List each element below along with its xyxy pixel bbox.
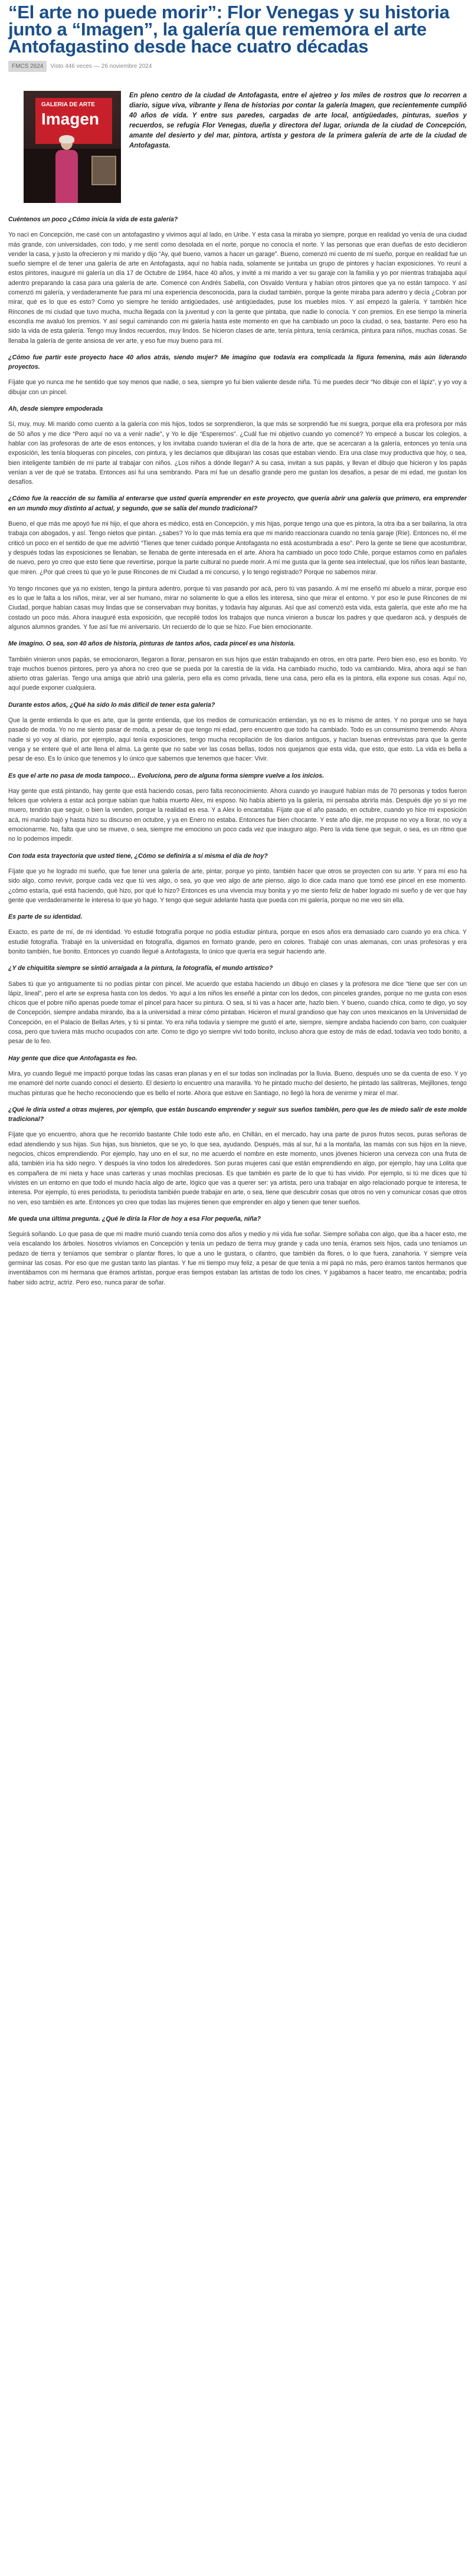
category-tag[interactable]: FMCS 2624 [8, 61, 47, 72]
question-paragraph: Cuéntenos un poco ¿Cómo inicia la vida de esta galería? [8, 216, 178, 223]
question-paragraph: ¿Cómo fue la reacción de su familia al enterarse que usted quería emprender en este proyecto, que quería abrir una galería que primero, era emprender en un mundo muy distinto al actual, y segundo, que se salía del mundo tradicional? [8, 495, 467, 512]
gallery-sign-line2: Imagen [41, 110, 100, 128]
question-paragraph: Con toda esta trayectoria que usted tiene, ¿Cómo se definiría a sí misma el día de hoy? [8, 852, 268, 860]
answer-paragraph: Hay gente que está pintando, hay gente que está haciendo cosas, pero falta reconocimiento. Ahora cuando yo inauguré habían más de 70 personas y todos fueron felices que volviera a estar acá porque sabían que había muerto Alex, mi esposo. No había abierto ya la galería, mi pensaba abrirla más. Después dije yo si yo me muero, tendrán que seguir, o bien la venden, porque la realidad es esa. Y a Alex lo encantaba. Fíjate que el año pasado, en octubre, cuando yo hice mi exposición acá, mi marido bajó y hasta hizo su discurso en octubre, y ya en Enero no estaba. Entonces fue bien chocante. Y este año dije, me propuse no voy a llorar, no voy a emocionarme. No, falta que uno se mueve, o sea, siempre me emociono un poco cada vez que inauguro algo. Pero la vida tiene que seguir, o sea, es un ritmo que no lo podemos impedir. [8, 787, 467, 843]
answer-paragraph: Fíjate que yo encuentro, ahora que he recorrido bastante Chile todo este año, en Chillán, en el mercado, hay una parte de puros frutos secos, puras señoras de edad atendiendo y sus hijas. Sus hijas, sus bisnietos, que se yo, lo que sea, ayudando. Después, más al sur, fui a la montaña, las mamás con sus hijos en la nieve, negocios, chicos emprendiendo. Por ejemplo, hay uno en el sur, no me acuerdo el nombre en este momento, unos jóvenes hicieron una cerveza con una fruta de allá, también iría ha sido negro. Y después la vino todos los alrededores. Son puras mujeres casi que están emprendiendo en algo, por ejemplo, hay una Lolita que es compañera de mi nieta y hace unas carteras y unas mochilas preciosas. Es que también es parte de lo que tú has vivido. Por ejemplo, si tú me dices que tú vivistes en un entorno en que todo el mundo hacía algo de arte, lógico que vas a querer ser: ya artista, pero una trabajar en algo relacionado porque te interesa, te interesa. Por ejemplo, tú eres periodista, tu periodista también puede trabajar en arte, o sea, tiene que descubrir cosas que otros no ven y comunicar cosas que otros no ven, eso también es arte. Entonces yo creo que todas las mujeres tienen que emprender en algo y tienen que tener sueños. [8, 1131, 467, 1206]
article-body [8, 215, 467, 1287]
publish-date: 26 noviembre 2024 [101, 63, 152, 70]
question-paragraph: Me imagino. O sea, son 40 años de historia, pinturas de tantos años, cada pincel es una historia. [8, 640, 296, 648]
question-paragraph: Hay gente que dice que Antofagasta es feo. [8, 1054, 137, 1062]
view-count: Visto 446 veces [50, 63, 92, 70]
question-paragraph: ¿Y de chiquitita siempre se sintió arraigada a la pintura, la fotografía, el mundo artístico? [8, 965, 273, 972]
answer-paragraph: Bueno, el que más me apoyó fue mi hijo, el que ahora es médico, está en Concepción, y mis hijas, porque tengo una que es pintora, la otra iba a ser bailarina, la otra trabaja con abogados, y así. Tengo nietos que pintan. ¿sabes? Yo lo que más temía era que mi marido reaccionara cuando no tenía garaje (Ríe). Entonces no, él me criticó un poco en el sentido de que me advirtió “Tienes que tener cuidado porque Antofagasta no está acostumbrada a eso”. Pero la gente se tiene que acostumbrar, y después todas las exposiciones se llenaban, se llenaba de gente interesada en el arte. Ahora ha cambiado un poco todo Chile, porque estamos como en pañales de nuevo, pero yo creo que esto tiene que revertirse, porque la parte cultural no puede morir. A mí me gusta que la gente sea intelectual, que los niños lean bastante, que miren. ¿Por qué crees tú que yo le puse Rincones de mi Ciudad a mi concurso, y lo tengo registrado? Porque no sabemos mirar. [8, 520, 467, 576]
question-paragraph: Durante estos años, ¿Qué ha sido lo más difícil de tener esta galería? [8, 701, 215, 709]
lead-section [8, 91, 467, 207]
meta-separator: — [93, 63, 100, 70]
gallery-sign-line1: GALERIA DE ARTE [41, 101, 95, 108]
answer-paragraph: Yo nací en Concepción, me casé con un antofagastino y vivimos aquí al lado, en Uribe. Y esta casa la miraba yo siempre, porque en realidad yo venía de una ciudad más grande, con universidades, con todo, y me sentí como desolada en el norte, porque no conocía el norte. Y las personas que eran dueñas de esto decidieron vender la casa, y justo la ofrecieron y mi marido y dijo “Ay, qué bueno, vamos a hacer un garage”. Bueno, comenzó mi cuento de mi sueño, porque en realidad fue un sueño siempre el de tener una galería de arte en Antofagasta, aquí no había nada, solamente se juntaba un grupo de pintores y hacían exposiciones. Yo reuní a estos pintores, inauguré mi galería un día 17 de Octubre de 1984, hace 40 años, y invité a mi marido a ver su garaje con la familia y yo por mientras trabajaba aquí adentro preparando la casa para una galería de arte. Comencé con Andrés Sabella, con Osvaldo Ventura y habían otros pintores que ya no están tampoco. Y así comenzó mi galería, y verdaderamente fue para mí una experiencia desconocida, para la ciudad también, porque la gente miraba para adentro y decía ¿Cobran por mirar, qué es lo que es esto? Como yo siempre he tenido antigüedades, usé antigüedades, puse los muebles míos. Y así empezó la galería. Y también hice Rincones de mi ciudad que tuvo mucha, mucha llegada con la juventud y con la gente que pintaba, que nadie lo conocía. Y con premios. En ese tiempo la minería escondía me avaluó los premios. Y así seguí caminando con mi galería hasta este momento en que ha cambiado un poco la ciudad, o sea, bastante. Pero eso ha sido la vida de esta galería. Tengo muy lindos recuerdos, muy lindos. Se hicieron clases de arte, tenía pintura, tenía cerámica, pintura para niños, muchas cosas. Se llenaba la galería de gente ansiosa de ver arte, y eso fue muy bueno para mí. [8, 231, 467, 345]
question-paragraph: ¿Cómo fue partir este proyecto hace 40 años atrás, siendo mujer? Me imagino que todavía era complicada la figura femenina, más aún liderando proyectos. [8, 353, 467, 371]
answer-paragraph: Fíjate que yo nunca me he sentido que soy menos que nadie, o sea, siempre yo fui bien valiente desde niña. Tú me puedes decir “No dibuje con el lápiz”, y yo voy a dibujar con un pincel. [8, 379, 467, 396]
answer-paragraph: Sabes tú que yo antiguamente tú no podías pintar con pincel. Me acuerdo que estaba haciendo un dibujo en clases y la profesora me dice “tiene que ser con un lápiz, lineal”, pero el arte se expresa hasta con los dedos. Yo aquí a los niños les enseñé a pintar con los dedos, con pinceles grandes, porque no me gusta con esos chicos que el pobre niño apenas puede tomar el pincel para hacer su pintura. O sea, si tú vas a hacer arte, hazlo bien. Y bueno, cuando chica, como te digo, yo soy de Concepción, siempre andaba mirando, iba a la universidad a mirar cómo pintaban. Hicieron el mural grandioso que hay con unos mexicanos en la Universidad de Concepción, en el Palacio de Bellas Artes, y tú si pintar. Yo era niña todavía y siempre me gustó el arte, siempre, siempre andaba haciendo con barro, con cualquier cosa, pero que tuviera más mucho ocupados con arte. Como te digo yo siempre viví todo bonito, incluso ahora que estoy de más de edad, todavía veo todo bonito, a pesar de lo feo. [8, 980, 467, 1046]
answer-paragraph: Exacto, es parte de mí, de mi identidad. Yo estudié fotografía porque no podía estudiar pintura, porque en esos años era demasiado caro cuando yo era chica. Y estudié fotografía. Trabajé en la universidad en fotografía, digamos en formato grande, pero en colores. Trabajé con unas alemanas, con unas profesoras y era bonito también, fue bonito. Entonces yo cuando llegué a Antofagasta, lo único que quería era seguir haciendo arte. [8, 929, 467, 955]
question-paragraph: Es parte de su identidad. [8, 913, 83, 921]
answer-paragraph: También vinieron unos papás, se emocionaron, llegaron a llorar, pensaron en sus hijos que están trabajando en otros, en otra parte. Pero bien eso, eso es bonito. Yo traje muchos buenos pintores, pero ya ahora no creo que se pueda por la carestía de la vida. Ha cambiado mucho, todo va cambiando. Mira, ahora aquí se han abierto otras galerías. Tengo una amiga que abrió una galería, pero ella es como privada, tiene una casa, pero ella es la pintora, ella expone sus cosas. Aquí no, aquí puede exponer cualquiera. [8, 656, 467, 692]
painting-frame [91, 156, 116, 185]
photo-icon [24, 91, 121, 203]
answer-paragraph: Sí, muy, muy. Mi marido como cuento a la galería con mis hijos, todos se sorprendieron, la que más se sorprendió fue mi suegra, porque ella era profesora por más de 50 años y me dice “Pero aquí no va a venir nadie”, y Yo le dije “Esperemos”. ¿Cuál fue mi objetivo cuando yo comencé? Yo empecé a buscar los colegios, a hablar con las profesoras de arte de esos entonces, y los invitaba cuando tuvieran el día de la hora de arte, que se acercaran a la galería, entonces yo tenía una exposición, les tenía bloqueras con pinceles, con pintura, y les decíamos que dibujaran las cosas que estaban viendo. Era una clase muy productiva que hoy, o sea, bien inteligente también de mi parte al trabajar con niños. ¿Los niños a dónde llegan? A su casa, invitan a sus papás, y llevan el dibujo que hicieron y los papás venían a ver de qué se trataba. Entonces así fui una sembrando. Para mí fue un desafío grande pero me gustan los desafíos, a pesar de mi edad, me gustan los desafíos. [8, 421, 467, 486]
page-title: “El arte no puede morir”: Flor Venegas y su historia junto a “Imagen”, la galería que rememora el arte Antofagastino desde hace cuatro décadas [8, 2, 450, 57]
question-paragraph: Ah, desde siempre empoderada [8, 405, 103, 413]
answer-paragraph: Que la gente entienda lo que es arte, que la gente entienda, que los medios de comunicación entiendan, ya no es lo mismo de antes. Y no porque uno se haya pasado de moda. Yo no me siento pasar de moda, a pesar de que tengo mi edad, pero encuentro que todo ha cambiado. Todo es un consumismo tremendo. Ahora nadie si yo voy al diario, por ejemplo, aquí tenía exposiciones, tengo mucha recopilación de los diarios antiguos, y hacían buenas entrevistas para que la gente venga y se entere qué el arte llena el alma. La gente que no sabe ver las cosas bellas, todos nos quejamos que esta vida, que esto, que esto. La vida es bella a pesar de eso. Es lo único que tenemos y lo único que sabemos que tenemos que hacer: Vivir. [8, 717, 467, 763]
question-paragraph: ¿Qué le diría usted a otras mujeres, por ejemplo, que están buscando emprender y seguir sus sueños también, pero que les de miedo salir de este molde tradicional? [8, 1106, 467, 1123]
answer-paragraph: Mira, yo cuando llegué me impactó porque todas las casas eran planas y en el sur todas son inclinadas por la lluvia. Bueno, después uno se da cuenta de eso. Y yo me enamoré del norte cuando conocí el desierto. El desierto lo encuentro una maravilla. Yo he pintado mucho del desierto, he pintado las salitreras, Mejillones, tengo muchas pinturas que he hecho reconociendo que es bello el norte. Ahora que estuve en Santiago, no llegó la hora de venirme y mirar el mar. [8, 1070, 467, 1097]
article [0, 0, 475, 1287]
lead-paragraph: En pleno centro de la ciudad de Antofagasta, entre el ajetreo y los miles de rostros que lo recorren a diario, sigue viva, vibrante y llena de historias por contar la galería Imagen, que recientemente cumplió 40 años de vida. Y entre sus paredes, cargadas de arte local, antigüedades, pinturas, sueños y recuerdos, se refugia Flor Venegas, dueña y directora del lugar, oriunda de la ciudad de Concepción, amante del desierto y del mar, pintora, artista y gestora de la primera galería de arte de la ciudad de Antofagasta. [129, 92, 467, 149]
answer-paragraph: Seguirá soñando. Lo que pasa de que mi madre murió cuando tenía como dos años y medio y mi vida fue soñar. Siempre soñaba con algo, que iba a hacer esto, me veía escalando los árboles. Nosotros vivíamos en Concepción y tenía un pedazo de tierra muy grande y cada uno tenía, éramos seis hijos, cada uno teníamos un pedazo de tierra y teníamos que sembrar o plantar flores, lo que a uno le gustara, o cilantro, que también da flores, o lo que fuera, zanahoria. Y siempre veía germinar las cosas. Por eso que me gustan tanto las plantas. Y fue mi tiempo muy feliz, a pesar de que tenía a mi papá no más, pero éramos tantos hermanos que inventábamos con mi hermana que éramos artistas, porque eras tiempos estaban las artistas de todo los cines. Y jugábamos a hacer teatro, me encantaba; podría haber sido actriz, actriz. Pero eso, nunca parar de soñar. [8, 1231, 467, 1286]
article-meta [8, 61, 467, 72]
person-figure [54, 137, 79, 203]
question-paragraph: Me queda una última pregunta. ¿Qué le diría la Flor de hoy a esa Flor pequeña, niña? [8, 1215, 261, 1223]
answer-paragraph: Fíjate que yo he logrado mi sueño, que fue tener una galería de arte, pintar, porque yo pinto, también hacer que otros se proyecten con su arte. Y para mí eso ha sido algo, como revivir, porque cada vez que tú ves algo, o sea, yo que veo algo de arte pienso, algo lo dice cada mano que tomó ese pincel en ese momento. ¿cómo estaría, qué está haciendo, qué hizo, por qué lo hizo? Entonces es una vivencia muy bonita y yo me siento feliz de haber logrado mi sueño y de ver que hay gente que verdaderamente le interesa lo que yo hago. Y tengo que seguir adelante hasta que pueda con mi galería, porque no me veo sin ella. [8, 867, 467, 904]
question-paragraph: Es que el arte no pasa de moda tampoco… Evoluciona, pero de alguna forma siempre vuelve a los inicios. [8, 772, 325, 779]
answer-paragraph: Yo tengo rincones que ya no existen, tengo la pintura adentro, porque tú vas pasando por acá, pero tú vas pasando. A mí me enseñó mi abuelo a mirar, porque eso es lo que le falta a los niños, mirar, ver al ser humano, mirar no solamente lo que a ellos les interesa, sino que mirar el entorno. Y por eso le puse Rincones de mi Ciudad, porque habían casas muy lindas que se conservaban muy bonitas, y todavía hay algunas. Así que así comenzó esta vida, esta galería, que este año me ha costado un poco más. Ahora inauguré esta exposición, que recopilé todos los trabajos que nunca vinieron a buscar los padres y que quedaron acá, y después de algunos alumnos grandes. Y fue así fue mi aniversario. Un recuerdo de lo que se hizo. Fue bien emocionante. [8, 585, 467, 631]
